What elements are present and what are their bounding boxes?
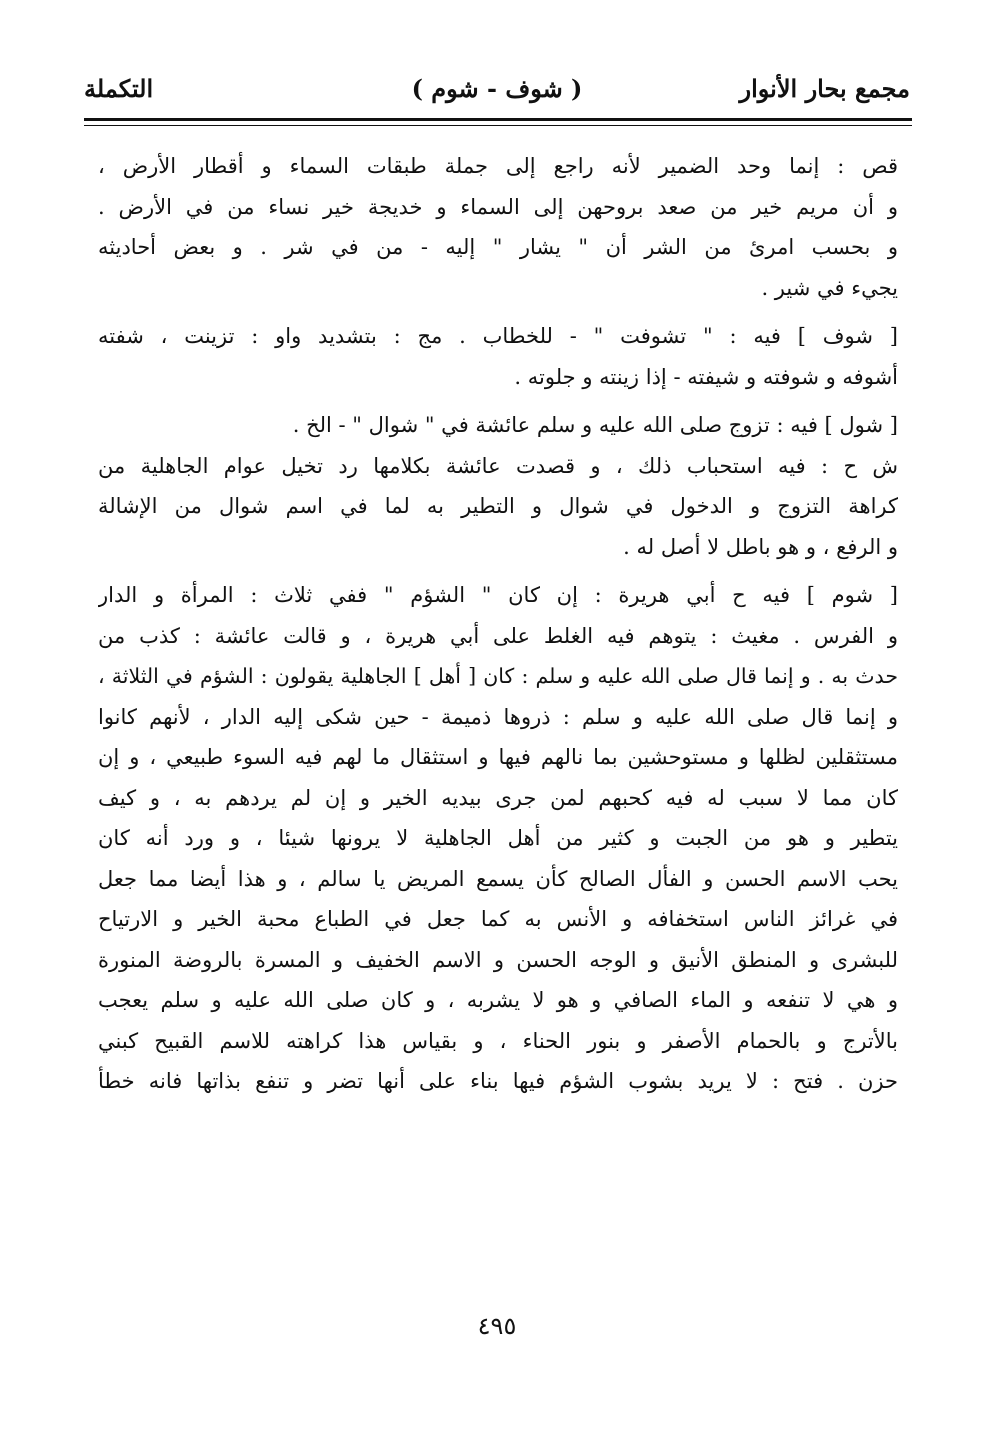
text-line: كان مما لا سبب له فيه كحبهم لمن جرى بيديه الخير و إن لم يردهم به ، و كيف <box>98 785 898 810</box>
text-line: [ شوم ] فيه ح أبي هريرة : إن كان " الشؤم " ففي ثلاث : المرأة و الدار <box>98 583 898 607</box>
text-line: قص : إنما وحد الضمير لأنه راجع إلى جملة طبقات السماء و أقطار الأرض ، <box>98 154 898 178</box>
text-line: [ شول ] فيه : تزوج صلى الله عليه و سلم عائشة في " شوال " - الخ . <box>292 413 898 437</box>
running-header <box>84 66 910 110</box>
header-double-rule <box>84 118 912 126</box>
paragraph-gap <box>98 397 898 405</box>
header-rule-thin <box>84 125 912 126</box>
text-line: كراهة التزوج و الدخول في شوال و التطير به لما في اسم شوال من الإشالة <box>98 494 898 518</box>
text-line: حدث به . و إنما قال صلى الله عليه و سلم : كان [ أهل ] الجاهلية يقولون : الشؤم في الثلاثة ، <box>98 664 898 688</box>
text-line: و الرفع ، و هو باطل لا أصل له . <box>623 534 898 559</box>
header-book-title: مجمع بحار الأنوار <box>739 73 910 103</box>
text-line: في غرائز الناس استخفافه و الأنس به كما جعل في الطباع محبة الخير و الارتياح <box>98 907 898 931</box>
header-entry-range: ( شوف - شوم ) <box>411 73 583 103</box>
body-text <box>98 146 898 1102</box>
paragraph-gap <box>98 567 898 575</box>
text-line: أشوفه و شوفته و شيفته - إذا زينته و جلوته . <box>514 364 898 389</box>
text-line: و هي لا تنفعه و الماء الصافي و هو لا يشربه ، و كان صلى الله عليه و سلم يعجب <box>98 988 898 1012</box>
text-line: ش ح : فيه استحباب ذلك ، و قصدت عائشة بكلامها رد تخيل عوام الجاهلية من <box>98 453 898 478</box>
text-line: للبشرى و المنطق الأنيق و الوجه الحسن و الاسم الخفيف و المسرة بالروضة المنورة <box>98 947 898 972</box>
header-section-title: التكملة <box>84 73 154 103</box>
text-line: و بحسب امرئ من الشر أن " يشار " إليه - من في شر . و بعض أحاديثه <box>98 235 898 259</box>
text-line: حزن . فتح : لا يريد بشوب الشؤم فيها بناء على أنها تضر و تنفع بذاتها فانه خطأ <box>98 1069 898 1093</box>
text-line: مستثقلين لظلها و مستوحشين بما نالهم فيها و استثقال ما لهم فيه السوء طبيعي ، و إن <box>98 745 898 769</box>
text-line: يتطير و هو من الجبت و كثير من أهل الجاهلية لا يرونها شيئا ، و ورد أنه كان <box>98 826 898 850</box>
page-number: ٤٩٥ <box>477 1312 517 1340</box>
text-line: يجيء في شير . <box>761 275 898 300</box>
text-line: [ شوف ] فيه : " تشوفت " - للخطاب . مج : بتشديد واو : تزينت ، شفته <box>98 324 898 348</box>
text-line: و إنما قال صلى الله عليه و سلم : ذروها ذميمة - حين شكى إليه الدار ، لأنهم كانوا <box>98 704 898 729</box>
text-line: يحب الاسم الحسن و الفأل الصالح كأن يسمع المريض يا سالم ، و هذا أيضا مما جعل <box>98 866 898 891</box>
text-line: و أن مريم خير من صعد بروحهن إلى السماء و خديجة خير نساء من في الأرض . <box>98 194 898 219</box>
text-line: و الفرس . مغيث : يتوهم فيه الغلط على أبي هريرة ، و قالت عائشة : كذب من <box>98 623 898 648</box>
paragraph-gap <box>98 308 898 316</box>
text-line: بالأترج و بالحمام الأصفر و بنور الحناء ، و بقياس هذا كراهته للاسم القبيح كبني <box>98 1028 898 1053</box>
header-rule-thick <box>84 118 912 121</box>
